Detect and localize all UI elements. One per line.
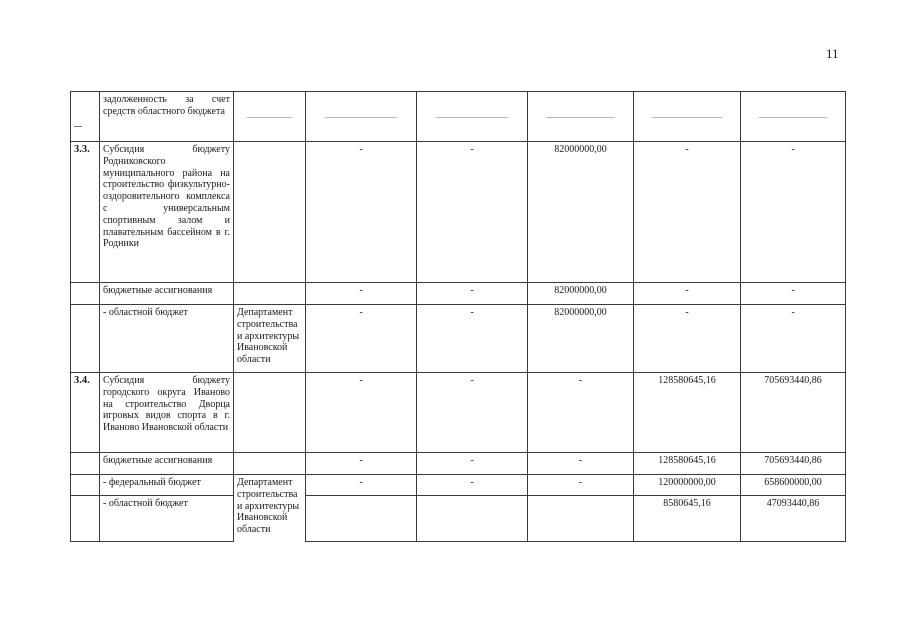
row-number-cell	[71, 283, 100, 305]
table-row	[71, 92, 846, 142]
value-cell: 120000000,00	[634, 475, 741, 496]
value-cell: -	[417, 142, 528, 283]
value-cell: 82000000,00	[528, 142, 634, 283]
value-cell: -	[306, 142, 417, 283]
row-name-cell: - областной бюджет	[100, 496, 234, 542]
value-cell: -	[417, 475, 528, 496]
row-name-cell: бюджетные ассигнования	[100, 453, 234, 475]
value-cell: 658600000,00	[741, 475, 846, 496]
value-cell	[741, 92, 846, 142]
department-cell: Департамент строительства и архитектуры Ивановской области	[234, 305, 306, 373]
value-cell: -	[306, 453, 417, 475]
value-cell: 128580645,16	[634, 453, 741, 475]
row-number-cell	[71, 496, 100, 542]
department-cell: Департамент строительства и архитектуры Ивановской области	[234, 475, 306, 542]
value-cell: -	[634, 142, 741, 283]
department-cell	[234, 373, 306, 453]
value-cell	[417, 92, 528, 142]
value-cell	[306, 496, 417, 542]
value-cell: -	[528, 475, 634, 496]
department-cell	[234, 453, 306, 475]
department-cell	[234, 92, 306, 142]
row-name-cell: Субсидия бюджету Родниковского муниципального района на строительство физкультурно-оздоровительного комплекса с универсальным спортивным залом и плавательным бассейном в г. Родники	[100, 142, 234, 283]
value-cell	[306, 92, 417, 142]
row-name-cell: - федеральный бюджет	[100, 475, 234, 496]
value-cell: -	[306, 305, 417, 373]
value-cell: -	[741, 305, 846, 373]
value-cell	[634, 92, 741, 142]
value-cell: -	[417, 305, 528, 373]
value-cell: -	[528, 453, 634, 475]
value-cell: -	[634, 305, 741, 373]
table-row	[71, 283, 846, 305]
table-row	[71, 373, 846, 453]
value-cell: -	[741, 283, 846, 305]
page-number: 11	[826, 46, 839, 61]
blank-line	[436, 117, 509, 118]
table-row	[71, 475, 846, 496]
value-cell: -	[741, 142, 846, 283]
value-cell	[528, 92, 634, 142]
value-cell: -	[417, 453, 528, 475]
value-cell: -	[634, 283, 741, 305]
blank-line	[652, 117, 722, 118]
value-cell: 47093440,86	[741, 496, 846, 542]
row-name-cell: задолженность за счет средств областного бюджета	[100, 92, 234, 142]
value-cell: -	[306, 283, 417, 305]
blank-line	[759, 117, 828, 118]
department-cell	[234, 142, 306, 283]
value-cell	[528, 496, 634, 542]
value-cell: 82000000,00	[528, 283, 634, 305]
value-cell	[417, 496, 528, 542]
table-row	[71, 453, 846, 475]
value-cell: 8580645,16	[634, 496, 741, 542]
blank-line	[247, 117, 293, 118]
value-cell: 82000000,00	[528, 305, 634, 373]
row-name-cell: - областной бюджет	[100, 305, 234, 373]
table-row	[71, 305, 846, 373]
row-number-cell	[71, 92, 100, 142]
value-cell: 705693440,86	[741, 453, 846, 475]
department-cell	[234, 283, 306, 305]
value-cell: -	[528, 373, 634, 453]
budget-table	[70, 91, 846, 542]
value-cell: -	[417, 283, 528, 305]
value-cell: -	[306, 475, 417, 496]
row-name-cell: бюджетные ассигнования	[100, 283, 234, 305]
blank-line	[546, 117, 615, 118]
value-cell: 705693440,86	[741, 373, 846, 453]
value-cell: -	[417, 373, 528, 453]
row-number-cell: 3.4.	[71, 373, 100, 453]
row-number-cell	[71, 475, 100, 496]
value-cell: -	[306, 373, 417, 453]
value-cell: 128580645,16	[634, 373, 741, 453]
row-number-cell	[71, 453, 100, 475]
row-name-cell: Субсидия бюджету городского округа Иваново на строительство Дворца игровых видов спорта в г. Иваново Ивановской области	[100, 373, 234, 453]
row-number-cell: 3.3.	[71, 142, 100, 283]
blank-line	[325, 117, 398, 118]
row-number-cell	[71, 305, 100, 373]
table-row	[71, 142, 846, 283]
table-row	[71, 496, 846, 542]
tick-mark	[74, 126, 82, 127]
